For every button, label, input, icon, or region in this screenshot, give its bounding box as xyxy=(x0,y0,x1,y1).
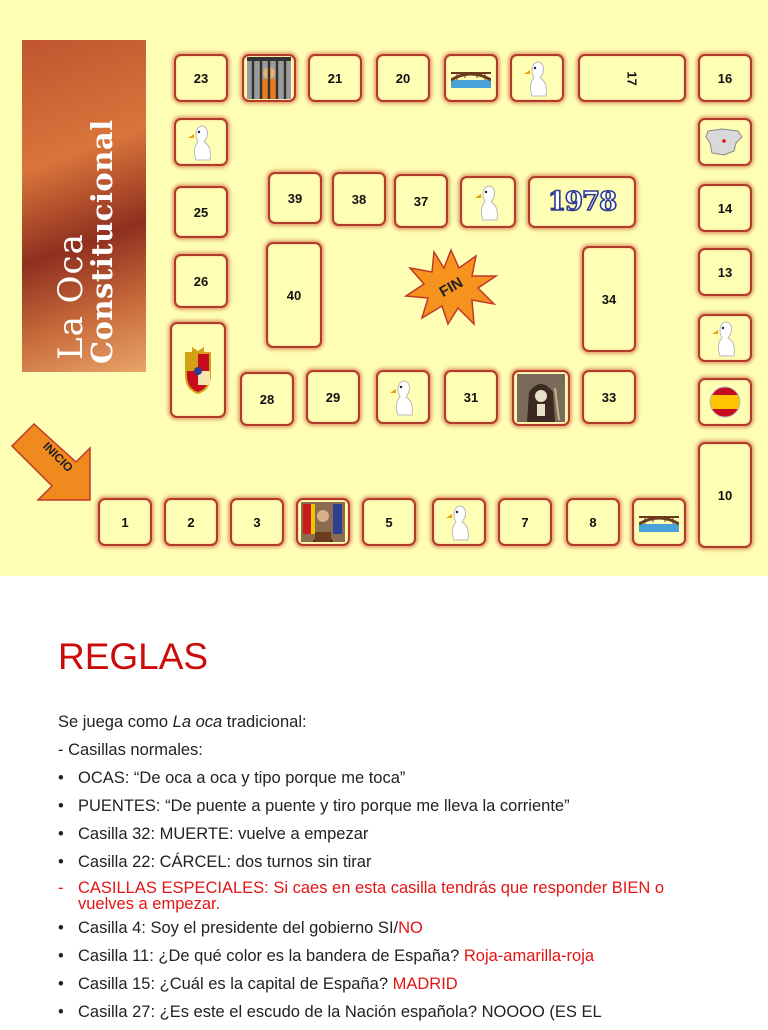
bridge-icon xyxy=(451,68,491,88)
square-number: 14 xyxy=(717,200,733,216)
square-number: 37 xyxy=(413,193,429,209)
rule-c22 xyxy=(58,852,738,880)
bridge-icon xyxy=(639,512,679,532)
rules-intro xyxy=(58,712,738,740)
answer-text: MADRID xyxy=(392,975,458,993)
square-number: 20 xyxy=(395,70,411,86)
square-number: 38 xyxy=(351,191,367,207)
jail-icon xyxy=(247,57,291,99)
square-10 xyxy=(698,442,752,548)
square-17 xyxy=(578,54,686,102)
rule-c15 xyxy=(58,974,738,1002)
goose-icon xyxy=(444,502,474,542)
square-number: 39 xyxy=(287,190,303,206)
square-22-jail xyxy=(242,54,296,102)
square-29 xyxy=(306,370,360,424)
intro-text: Se juega como xyxy=(58,713,173,731)
dash: - xyxy=(58,879,64,897)
square-number: 8 xyxy=(589,514,597,530)
question-text: Casilla 15: ¿Cuál es la capital de España? xyxy=(78,975,393,993)
square-31 xyxy=(444,370,498,424)
square-number: 40 xyxy=(286,287,302,303)
square-number: 7 xyxy=(521,514,529,530)
square-26 xyxy=(174,254,228,308)
title-banner xyxy=(22,40,146,372)
rule-c4 xyxy=(58,918,738,946)
bullet: • xyxy=(58,853,64,871)
square-16 xyxy=(698,54,752,102)
square-25 xyxy=(174,186,228,238)
square-number: 31 xyxy=(463,389,479,405)
coat-of-arms-icon xyxy=(178,345,218,395)
square-number: 3 xyxy=(253,514,261,530)
president-icon xyxy=(301,502,345,542)
square-27-coat-of-arms xyxy=(170,322,226,418)
start-arrow-icon xyxy=(8,420,92,504)
spain-flag-icon xyxy=(708,385,742,419)
death-icon xyxy=(517,374,565,422)
square-38 xyxy=(332,172,386,226)
square-number: 26 xyxy=(193,273,209,289)
square-number: 28 xyxy=(259,391,275,407)
square-30-goose xyxy=(376,370,430,424)
rule-special xyxy=(58,880,738,912)
rule-text: Casilla 32: MUERTE: vuelve a empezar xyxy=(78,825,369,843)
square-number: 25 xyxy=(193,204,209,220)
square-24-goose xyxy=(174,118,228,166)
intro-emphasis: La oca xyxy=(172,713,223,731)
question-text: Casilla 11: ¿De qué color es la bandera de España? xyxy=(78,947,464,965)
square-8 xyxy=(566,498,620,546)
rule-ocas xyxy=(58,768,738,796)
square-13 xyxy=(698,248,752,296)
square-number: 2 xyxy=(187,514,195,530)
finish-label: FIN xyxy=(436,273,466,301)
square-12-goose xyxy=(698,314,752,362)
square-34 xyxy=(582,246,636,352)
rule-text: OCAS: “De oca a oca y tipo porque me toca” xyxy=(78,769,406,787)
square-40 xyxy=(266,242,322,348)
goose-icon xyxy=(388,377,418,417)
square-33 xyxy=(582,370,636,424)
square-1 xyxy=(98,498,152,546)
square-number: 17 xyxy=(624,70,640,86)
square-37 xyxy=(394,174,448,228)
bullet: • xyxy=(58,975,64,993)
bullet: • xyxy=(58,769,64,787)
start-label: INICIO xyxy=(40,439,76,475)
square-number: 29 xyxy=(325,389,341,405)
square-15-map xyxy=(698,118,752,166)
goose-icon xyxy=(473,182,503,222)
bullet: • xyxy=(58,825,64,843)
square-number: 5 xyxy=(385,514,393,530)
square-28 xyxy=(240,372,294,426)
answer-text: NO xyxy=(398,919,423,937)
square-number: 10 xyxy=(717,487,733,503)
start-arrow xyxy=(8,420,92,504)
square-36-goose xyxy=(460,176,516,228)
square-number: 23 xyxy=(193,70,209,86)
rules-section xyxy=(58,636,738,1030)
rule-text-cont: vuelves a empezar. xyxy=(78,895,221,913)
square-19-bridge xyxy=(444,54,498,102)
square-number: 34 xyxy=(601,291,617,307)
rule-text: PUENTES: “De puente a puente y tiro porque me lleva la corriente” xyxy=(78,797,570,815)
spain-map-icon xyxy=(704,125,746,159)
bullet: • xyxy=(58,919,64,937)
question-text: Casilla 4: Soy el presidente del gobierno SI/ xyxy=(78,919,399,937)
square-number: 16 xyxy=(717,70,733,86)
rule-text: Casilla 22: CÁRCEL: dos turnos sin tirar xyxy=(78,853,372,871)
banner-line2: Constitucional xyxy=(85,119,119,364)
square-number: 33 xyxy=(601,389,617,405)
goose-icon xyxy=(186,122,216,162)
square-9-bridge xyxy=(632,498,686,546)
goose-icon xyxy=(522,58,552,98)
square-5 xyxy=(362,498,416,546)
rule-c11 xyxy=(58,946,738,974)
square-39 xyxy=(268,172,322,224)
square-18-goose xyxy=(510,54,564,102)
goose-icon xyxy=(710,318,740,358)
square-number: 21 xyxy=(327,70,343,86)
square-3 xyxy=(230,498,284,546)
rule-c27 xyxy=(58,1002,738,1030)
answer-text: Roja-amarilla-roja xyxy=(463,947,595,965)
rule-c32 xyxy=(58,824,738,852)
square-6-goose xyxy=(432,498,486,546)
rules-normal: - Casillas normales: xyxy=(58,741,203,759)
year-badge: 1978 xyxy=(547,187,617,217)
square-14 xyxy=(698,184,752,232)
intro-text-end: tradicional: xyxy=(222,713,307,731)
banner-title xyxy=(51,48,119,364)
rules-title: REGLAS xyxy=(58,636,209,677)
square-number: 1 xyxy=(121,514,129,530)
square-4-president xyxy=(296,498,350,546)
bullet: • xyxy=(58,947,64,965)
finish-star xyxy=(404,248,498,326)
banner-line1: La Oca xyxy=(51,233,91,360)
square-20 xyxy=(376,54,430,102)
square-23 xyxy=(174,54,228,102)
square-2 xyxy=(164,498,218,546)
square-7 xyxy=(498,498,552,546)
question-text: Casilla 27: ¿Es este el escudo de la Nación española? NOOOO (ES EL xyxy=(78,1003,602,1021)
rule-puentes xyxy=(58,796,738,824)
square-32-death xyxy=(512,370,570,426)
square-number: 13 xyxy=(717,264,733,280)
square-21 xyxy=(308,54,362,102)
bullet: • xyxy=(58,797,64,815)
bullet: • xyxy=(58,1003,64,1021)
square-35-year xyxy=(528,176,636,228)
square-11-flag xyxy=(698,378,752,426)
rule-text: CASILLAS ESPECIALES: Si caes en esta casilla tendrás que responder BIEN o xyxy=(78,879,665,897)
